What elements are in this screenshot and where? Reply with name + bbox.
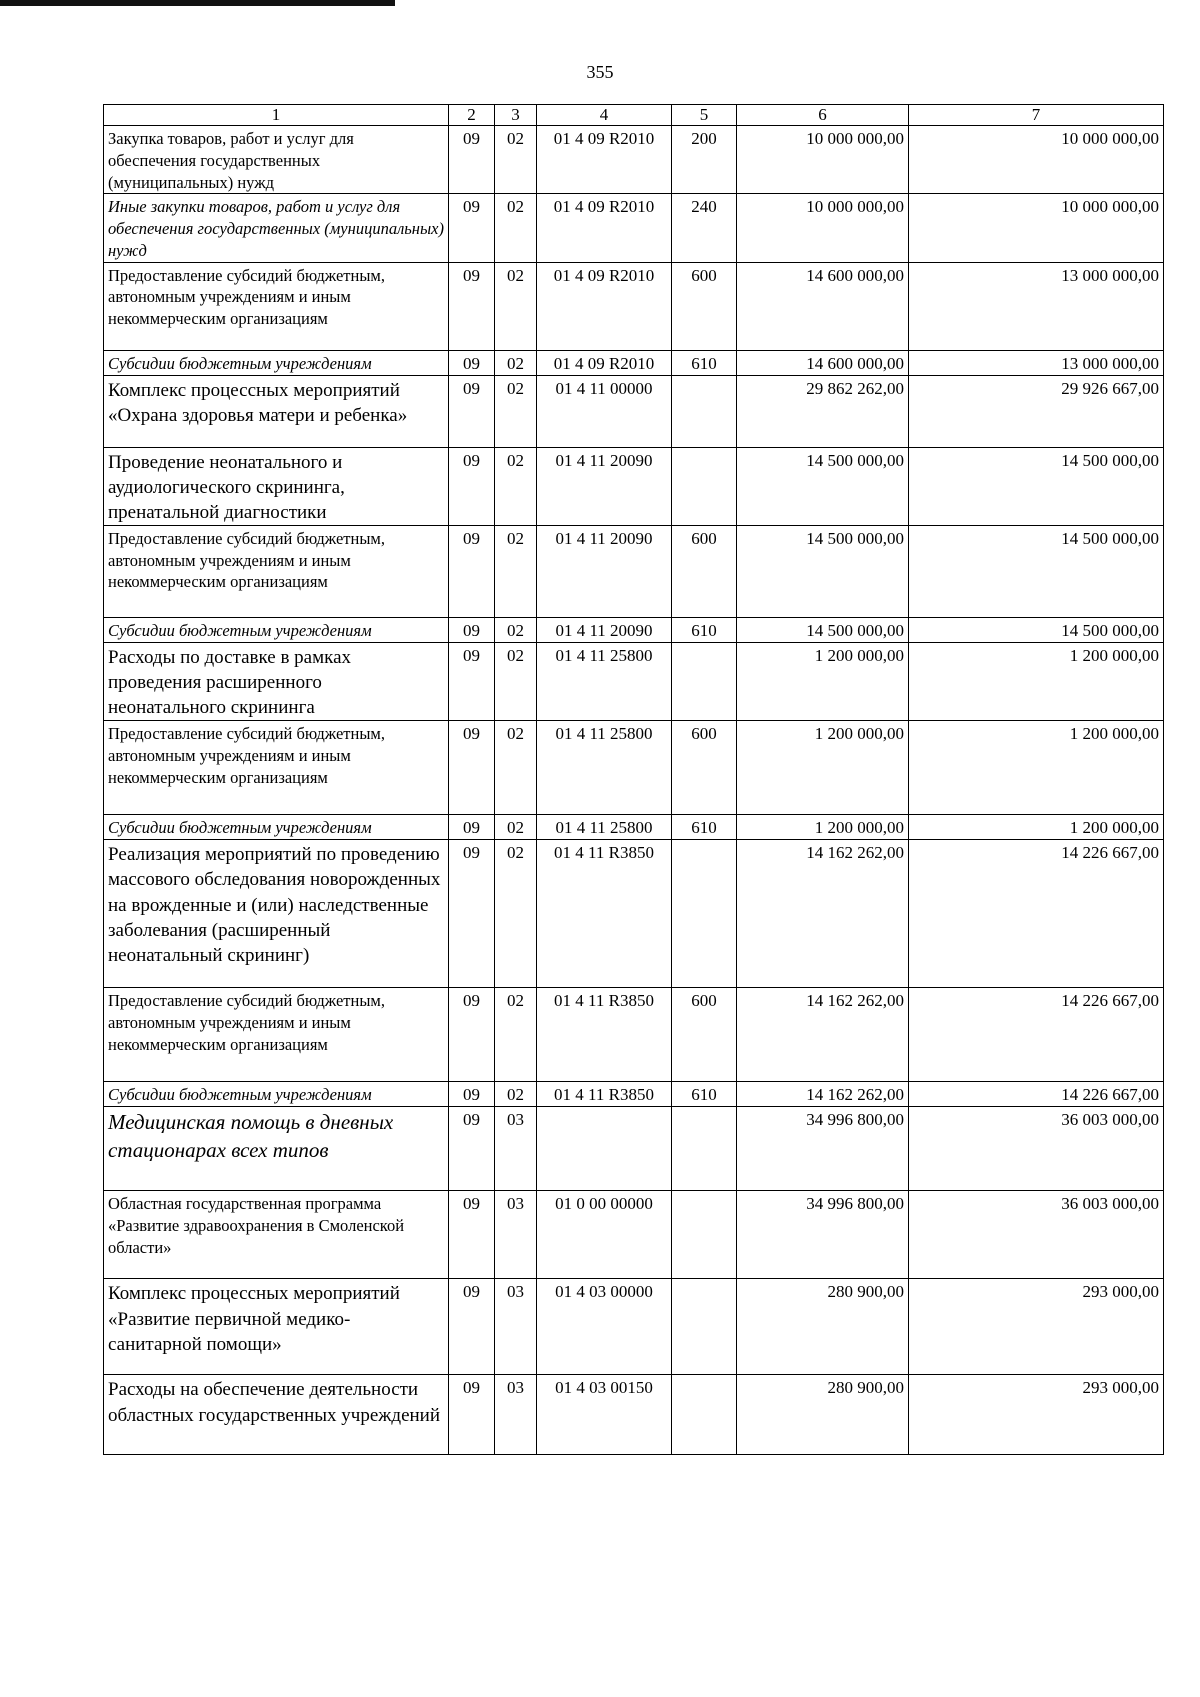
expense-type-code: 610 <box>672 1082 737 1107</box>
expense-type-code <box>672 1191 737 1279</box>
section-code: 09 <box>449 525 495 617</box>
table-row <box>104 447 1164 525</box>
amount-year-1: 1 200 000,00 <box>737 721 909 815</box>
section-code: 09 <box>449 126 495 194</box>
column-header: 6 <box>737 105 909 126</box>
amount-year-2: 14 226 667,00 <box>909 840 1164 988</box>
table-body <box>104 126 1164 1455</box>
row-name: Расходы на обеспечение деятельности областных государственных учреждений <box>104 1375 449 1455</box>
amount-year-1: 14 600 000,00 <box>737 350 909 375</box>
column-header: 1 <box>104 105 449 126</box>
table-row <box>104 721 1164 815</box>
subsection-code: 02 <box>495 721 537 815</box>
table-row <box>104 126 1164 194</box>
target-article-code: 01 4 03 00150 <box>537 1375 672 1455</box>
section-code: 09 <box>449 1107 495 1191</box>
target-article-code: 01 4 11 R3850 <box>537 1082 672 1107</box>
row-name: Областная государственная программа «Развитие здравоохранения в Смоленской области» <box>104 1191 449 1279</box>
amount-year-1: 29 862 262,00 <box>737 375 909 447</box>
expense-type-code <box>672 375 737 447</box>
target-article-code: 01 4 11 25800 <box>537 815 672 840</box>
column-header: 5 <box>672 105 737 126</box>
amount-year-2: 1 200 000,00 <box>909 815 1164 840</box>
table-row <box>104 1191 1164 1279</box>
row-name: Предоставление субсидий бюджетным, автономным учреждениям и иным некоммерческим организациям <box>104 262 449 350</box>
row-name: Закупка товаров, работ и услуг для обеспечения государственных (муниципальных) нужд <box>104 126 449 194</box>
target-article-code: 01 4 03 00000 <box>537 1279 672 1375</box>
section-code: 09 <box>449 375 495 447</box>
amount-year-2: 29 926 667,00 <box>909 375 1164 447</box>
section-code: 09 <box>449 262 495 350</box>
budget-table <box>103 104 1164 1455</box>
table-row <box>104 375 1164 447</box>
amount-year-1: 34 996 800,00 <box>737 1191 909 1279</box>
target-article-code: 01 4 09 R2010 <box>537 194 672 262</box>
target-article-code: 01 4 11 25800 <box>537 721 672 815</box>
amount-year-2: 13 000 000,00 <box>909 350 1164 375</box>
table-row <box>104 617 1164 642</box>
target-article-code: 01 4 09 R2010 <box>537 262 672 350</box>
amount-year-1: 280 900,00 <box>737 1279 909 1375</box>
section-code: 09 <box>449 1191 495 1279</box>
page-number: 355 <box>586 62 614 82</box>
subsection-code: 02 <box>495 815 537 840</box>
section-code: 09 <box>449 815 495 840</box>
amount-year-2: 10 000 000,00 <box>909 194 1164 262</box>
expense-type-code: 600 <box>672 721 737 815</box>
amount-year-1: 280 900,00 <box>737 1375 909 1455</box>
column-header: 3 <box>495 105 537 126</box>
amount-year-2: 13 000 000,00 <box>909 262 1164 350</box>
column-number-row <box>104 105 1164 126</box>
column-header: 7 <box>909 105 1164 126</box>
expense-type-code: 200 <box>672 126 737 194</box>
subsection-code: 03 <box>495 1375 537 1455</box>
row-name: Проведение неонатального и аудиологического скрининга, пренатальной диагностики <box>104 447 449 525</box>
section-code: 09 <box>449 1279 495 1375</box>
expense-type-code <box>672 643 737 721</box>
target-article-code: 01 4 09 R2010 <box>537 126 672 194</box>
amount-year-2: 1 200 000,00 <box>909 643 1164 721</box>
target-article-code: 01 4 11 R3850 <box>537 988 672 1082</box>
amount-year-1: 34 996 800,00 <box>737 1107 909 1191</box>
column-header: 2 <box>449 105 495 126</box>
subsection-code: 03 <box>495 1279 537 1375</box>
row-name: Субсидии бюджетным учреждениям <box>104 350 449 375</box>
subsection-code: 02 <box>495 525 537 617</box>
expense-type-code: 600 <box>672 262 737 350</box>
amount-year-1: 14 500 000,00 <box>737 525 909 617</box>
table-row <box>104 350 1164 375</box>
subsection-code: 02 <box>495 988 537 1082</box>
target-article-code: 01 4 11 20090 <box>537 617 672 642</box>
amount-year-1: 10 000 000,00 <box>737 126 909 194</box>
target-article-code: 01 4 11 25800 <box>537 643 672 721</box>
amount-year-1: 14 162 262,00 <box>737 1082 909 1107</box>
subsection-code: 02 <box>495 617 537 642</box>
subsection-code: 02 <box>495 350 537 375</box>
subsection-code: 02 <box>495 262 537 350</box>
amount-year-2: 14 226 667,00 <box>909 1082 1164 1107</box>
expense-type-code: 600 <box>672 525 737 617</box>
expense-type-code <box>672 840 737 988</box>
row-name: Субсидии бюджетным учреждениям <box>104 815 449 840</box>
table-row <box>104 525 1164 617</box>
amount-year-1: 14 600 000,00 <box>737 262 909 350</box>
expense-type-code: 600 <box>672 988 737 1082</box>
section-code: 09 <box>449 840 495 988</box>
table-row <box>104 840 1164 988</box>
amount-year-1: 14 162 262,00 <box>737 840 909 988</box>
target-article-code: 01 4 11 20090 <box>537 525 672 617</box>
section-code: 09 <box>449 447 495 525</box>
table-row <box>104 1375 1164 1455</box>
row-name: Комплекс процессных мероприятий «Охрана здоровья матери и ребенка» <box>104 375 449 447</box>
section-code: 09 <box>449 617 495 642</box>
amount-year-2: 1 200 000,00 <box>909 721 1164 815</box>
table-row <box>104 815 1164 840</box>
section-code: 09 <box>449 1082 495 1107</box>
subsection-code: 02 <box>495 126 537 194</box>
amount-year-2: 14 500 000,00 <box>909 525 1164 617</box>
expense-type-code: 240 <box>672 194 737 262</box>
target-article-code: 01 0 00 00000 <box>537 1191 672 1279</box>
amount-year-1: 1 200 000,00 <box>737 643 909 721</box>
row-name: Комплекс процессных мероприятий «Развитие первичной медико-санитарной помощи» <box>104 1279 449 1375</box>
row-name: Иные закупки товаров, работ и услуг для обеспечения государственных (муниципальных) нужд <box>104 194 449 262</box>
row-name: Реализация мероприятий по проведению массового обследования новорожденных на врожденные и (или) наследственные заболевания (расширенный неонатальный скрининг) <box>104 840 449 988</box>
subsection-code: 02 <box>495 840 537 988</box>
row-name: Расходы по доставке в рамках проведения расширенного неонатального скрининга <box>104 643 449 721</box>
amount-year-1: 14 500 000,00 <box>737 617 909 642</box>
section-code: 09 <box>449 350 495 375</box>
expense-type-code: 610 <box>672 350 737 375</box>
target-article-code: 01 4 11 R3850 <box>537 840 672 988</box>
amount-year-2: 14 500 000,00 <box>909 617 1164 642</box>
section-code: 09 <box>449 1375 495 1455</box>
row-name: Предоставление субсидий бюджетным, автономным учреждениям и иным некоммерческим организациям <box>104 721 449 815</box>
scan-edge-mark <box>0 0 395 6</box>
section-code: 09 <box>449 643 495 721</box>
amount-year-1: 14 500 000,00 <box>737 447 909 525</box>
row-name: Субсидии бюджетным учреждениям <box>104 617 449 642</box>
amount-year-2: 36 003 000,00 <box>909 1107 1164 1191</box>
section-code: 09 <box>449 988 495 1082</box>
column-header: 4 <box>537 105 672 126</box>
expense-type-code: 610 <box>672 815 737 840</box>
section-code: 09 <box>449 194 495 262</box>
table-row <box>104 194 1164 262</box>
table-row <box>104 988 1164 1082</box>
table-row <box>104 262 1164 350</box>
table-row <box>104 1107 1164 1191</box>
row-name: Медицинская помощь в дневных стационарах всех типов <box>104 1107 449 1191</box>
amount-year-2: 293 000,00 <box>909 1375 1164 1455</box>
amount-year-1: 1 200 000,00 <box>737 815 909 840</box>
table-row <box>104 643 1164 721</box>
target-article-code: 01 4 11 20090 <box>537 447 672 525</box>
subsection-code: 02 <box>495 1082 537 1107</box>
target-article-code: 01 4 09 R2010 <box>537 350 672 375</box>
expense-type-code <box>672 1375 737 1455</box>
row-name: Субсидии бюджетным учреждениям <box>104 1082 449 1107</box>
target-article-code: 01 4 11 00000 <box>537 375 672 447</box>
subsection-code: 02 <box>495 643 537 721</box>
target-article-code <box>537 1107 672 1191</box>
subsection-code: 03 <box>495 1107 537 1191</box>
row-name: Предоставление субсидий бюджетным, автономным учреждениям и иным некоммерческим организациям <box>104 525 449 617</box>
table-row <box>104 1279 1164 1375</box>
expense-type-code <box>672 1107 737 1191</box>
expense-type-code <box>672 1279 737 1375</box>
subsection-code: 02 <box>495 447 537 525</box>
row-name: Предоставление субсидий бюджетным, автономным учреждениям и иным некоммерческим организациям <box>104 988 449 1082</box>
subsection-code: 02 <box>495 194 537 262</box>
amount-year-2: 293 000,00 <box>909 1279 1164 1375</box>
amount-year-2: 10 000 000,00 <box>909 126 1164 194</box>
table-row <box>104 1082 1164 1107</box>
subsection-code: 02 <box>495 375 537 447</box>
subsection-code: 03 <box>495 1191 537 1279</box>
amount-year-2: 14 500 000,00 <box>909 447 1164 525</box>
expense-type-code <box>672 447 737 525</box>
expense-type-code: 610 <box>672 617 737 642</box>
amount-year-2: 14 226 667,00 <box>909 988 1164 1082</box>
amount-year-1: 10 000 000,00 <box>737 194 909 262</box>
amount-year-2: 36 003 000,00 <box>909 1191 1164 1279</box>
amount-year-1: 14 162 262,00 <box>737 988 909 1082</box>
section-code: 09 <box>449 721 495 815</box>
